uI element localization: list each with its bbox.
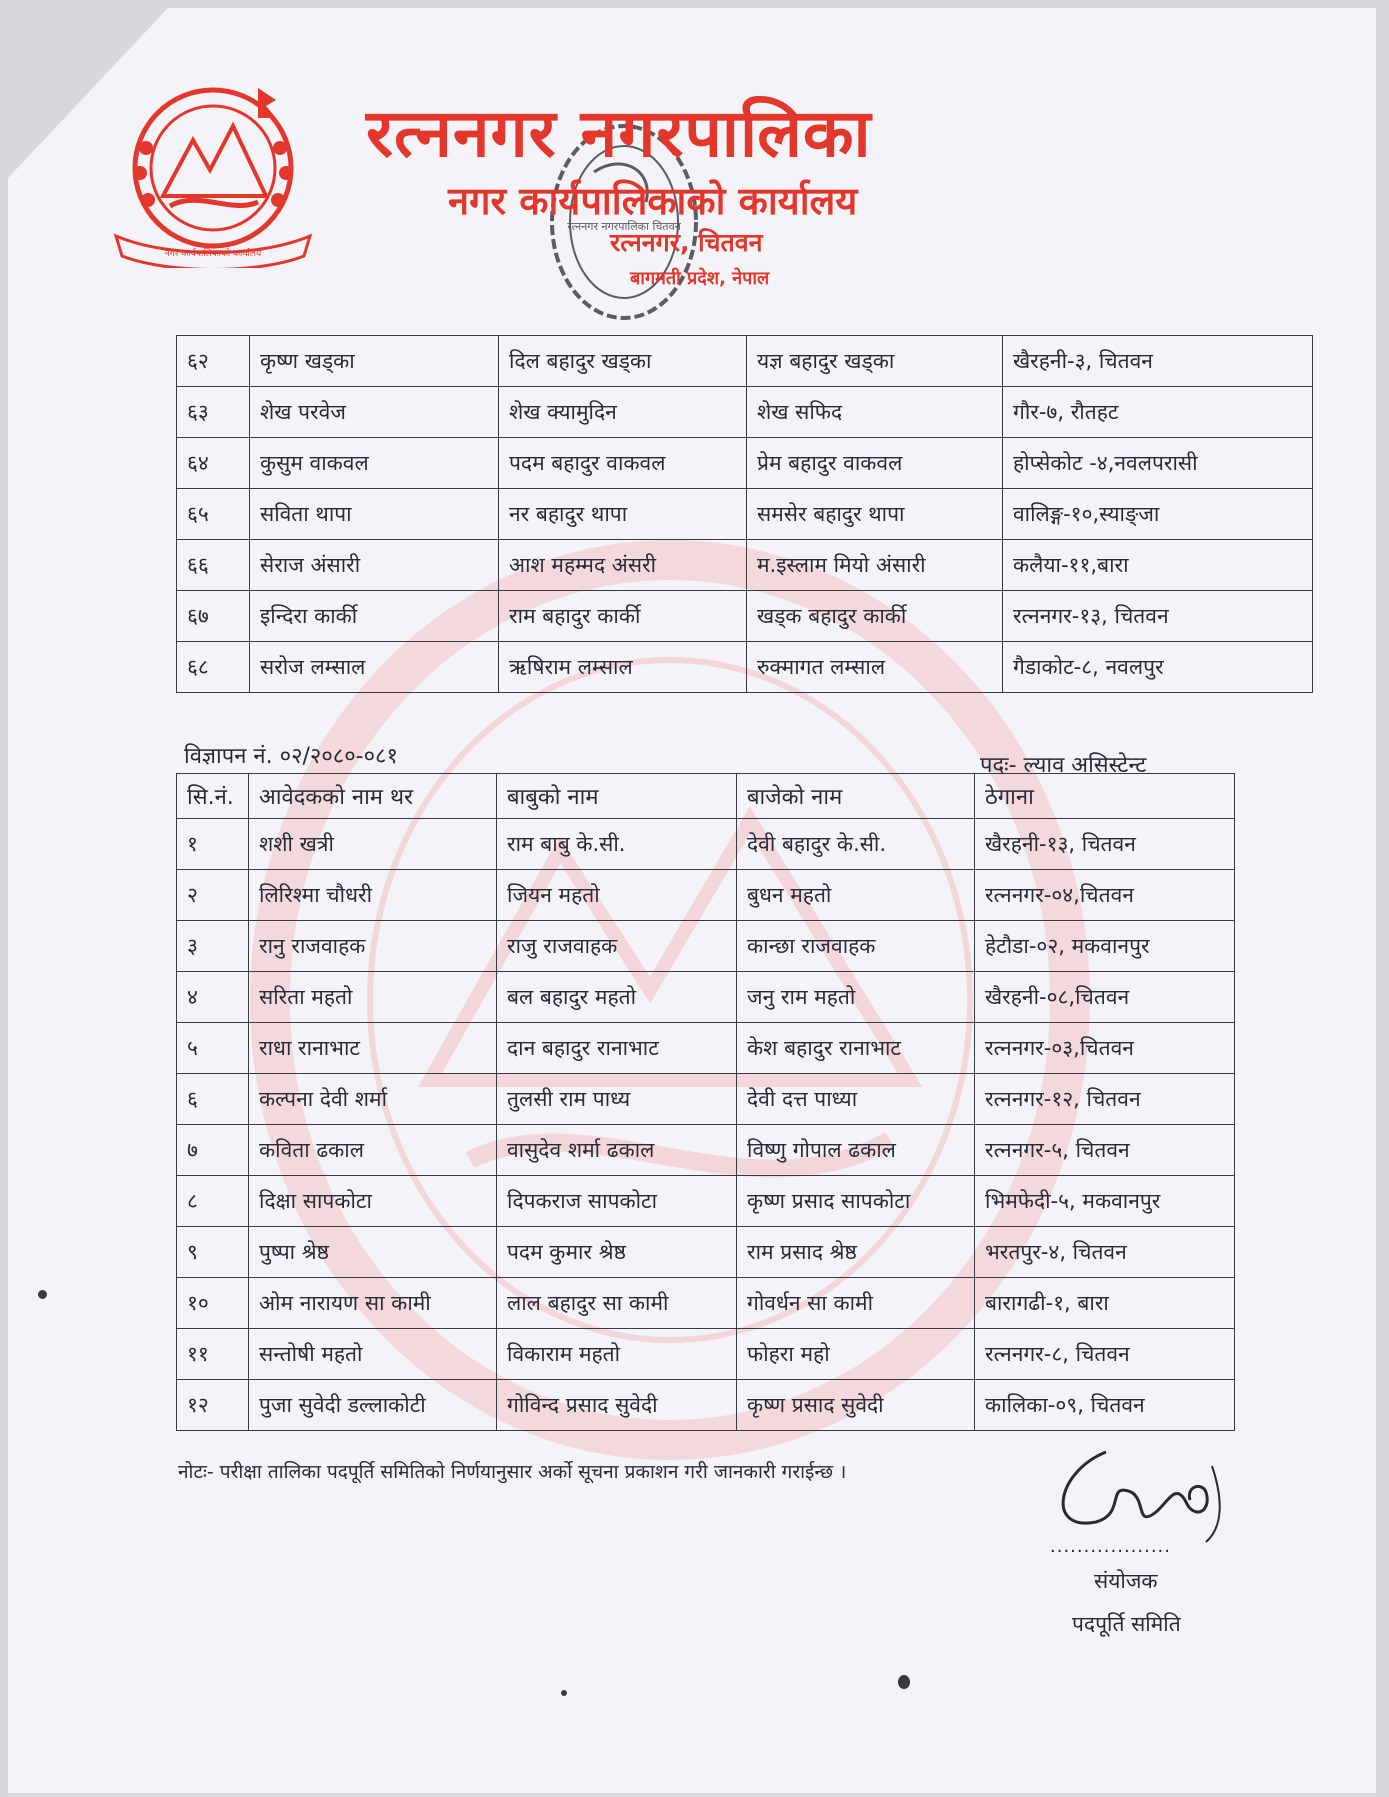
table-row bbox=[177, 642, 1313, 693]
cell-applicant: सरिता महतो bbox=[249, 972, 497, 1023]
cell-serial: ५ bbox=[177, 1023, 249, 1074]
cell-address: भिमफेदी-५, मकवानपुर bbox=[975, 1176, 1235, 1227]
candidate-table-lab-assistant bbox=[176, 773, 1235, 1431]
cell-serial: ६२ bbox=[177, 336, 250, 387]
cell-serial: ६५ bbox=[177, 489, 250, 540]
cell-grandfather: राम प्रसाद श्रेष्ठ bbox=[737, 1227, 975, 1278]
cell-serial: ७ bbox=[177, 1125, 249, 1176]
cell-serial: १ bbox=[177, 819, 249, 870]
office-province: बागमती प्रदेश, नेपाल bbox=[630, 268, 770, 289]
cell-father: राम बाबु के.सी. bbox=[497, 819, 737, 870]
header-grandfather: बाजेको नाम bbox=[737, 774, 975, 819]
table-row bbox=[177, 1329, 1235, 1380]
cell-serial: ११ bbox=[177, 1329, 249, 1380]
cell-father: जियन महतो bbox=[497, 870, 737, 921]
header-serial: सि.नं. bbox=[177, 774, 249, 819]
cell-grandfather: जनु राम महतो bbox=[737, 972, 975, 1023]
cell-grandfather: प्रेम बहादुर वाकवल bbox=[747, 438, 1003, 489]
cell-serial: ९ bbox=[177, 1227, 249, 1278]
cell-grandfather: यज्ञ बहादुर खड्का bbox=[747, 336, 1003, 387]
cell-grandfather: समसेर बहादुर थापा bbox=[747, 489, 1003, 540]
header-applicant: आवेदकको नाम थर bbox=[249, 774, 497, 819]
cell-address: होप्सेकोट -४,नवलपरासी bbox=[1003, 438, 1313, 489]
cell-address: रत्ननगर-०३,चितवन bbox=[975, 1023, 1235, 1074]
cell-father: तुलसी राम पाध्य bbox=[497, 1074, 737, 1125]
cell-father: लाल बहादुर सा कामी bbox=[497, 1278, 737, 1329]
cell-address: खैरहनी-०८,चितवन bbox=[975, 972, 1235, 1023]
table-row bbox=[177, 972, 1235, 1023]
cell-serial: ६३ bbox=[177, 387, 250, 438]
cell-applicant: शशी खत्री bbox=[249, 819, 497, 870]
cell-serial: ६६ bbox=[177, 540, 250, 591]
cell-applicant: सविता थापा bbox=[250, 489, 499, 540]
cell-father: राजु राजवाहक bbox=[497, 921, 737, 972]
cell-serial: ६४ bbox=[177, 438, 250, 489]
office-title: रत्ननगर नगरपालिका bbox=[366, 95, 872, 172]
exam-schedule-note: नोटः- परीक्षा तालिका पदपूर्ति समितिको निर्णयानुसार अर्को सूचना प्रकाशन गरी जानकारी गराईन्छ । bbox=[178, 1461, 847, 1483]
cell-grandfather: शेख सफिद bbox=[747, 387, 1003, 438]
table-row bbox=[177, 819, 1235, 870]
cell-address: गैडाकोट-८, नवलपुर bbox=[1003, 642, 1313, 693]
table-row bbox=[177, 438, 1313, 489]
table-row bbox=[177, 540, 1313, 591]
cell-applicant: दिक्षा सापकोटा bbox=[249, 1176, 497, 1227]
cell-address: भरतपुर-४, चितवन bbox=[975, 1227, 1235, 1278]
post-title: पदः- ल्याव असिस्टेन्ट bbox=[980, 753, 1147, 778]
cell-father: गोविन्द प्रसाद सुवेदी bbox=[497, 1380, 737, 1431]
cell-father: दिपकराज सापकोटा bbox=[497, 1176, 737, 1227]
cell-address: कालिका-०९, चितवन bbox=[975, 1380, 1235, 1431]
cell-address: रत्ननगर-१२, चितवन bbox=[975, 1074, 1235, 1125]
cell-father: आश महम्मद अंसरी bbox=[499, 540, 747, 591]
table-row bbox=[177, 921, 1235, 972]
cell-grandfather: देवी दत्त पाध्या bbox=[737, 1074, 975, 1125]
cell-serial: ३ bbox=[177, 921, 249, 972]
cell-applicant: कृष्ण खड्का bbox=[250, 336, 499, 387]
cell-address: बारागढी-१, बारा bbox=[975, 1278, 1235, 1329]
table-row bbox=[177, 1074, 1235, 1125]
cell-applicant: इन्दिरा कार्की bbox=[250, 591, 499, 642]
candidate-table-continued bbox=[176, 335, 1313, 693]
table-row bbox=[177, 870, 1235, 921]
cell-address: कलैया-११,बारा bbox=[1003, 540, 1313, 591]
cell-grandfather: केश बहादुर रानाभाट bbox=[737, 1023, 975, 1074]
cell-grandfather: फोहरा महो bbox=[737, 1329, 975, 1380]
table-row bbox=[177, 336, 1313, 387]
table-row bbox=[177, 1380, 1235, 1431]
cell-serial: ६७ bbox=[177, 591, 250, 642]
cell-grandfather: देवी बहादुर के.सी. bbox=[737, 819, 975, 870]
cell-applicant: सेराज अंसारी bbox=[250, 540, 499, 591]
municipality-emblem bbox=[108, 78, 318, 268]
cell-address: वालिङ्ग-१०,स्याङ्जा bbox=[1003, 489, 1313, 540]
table-row bbox=[177, 387, 1313, 438]
cell-father: वासुदेव शर्मा ढकाल bbox=[497, 1125, 737, 1176]
cell-father: विकाराम महतो bbox=[497, 1329, 737, 1380]
cell-address: खैरहनी-१३, चितवन bbox=[975, 819, 1235, 870]
cell-address: रत्ननगर-५, चितवन bbox=[975, 1125, 1235, 1176]
cell-address: रत्ननगर-८, चितवन bbox=[975, 1329, 1235, 1380]
cell-grandfather: विष्णु गोपाल ढकाल bbox=[737, 1125, 975, 1176]
header-address: ठेगाना bbox=[975, 774, 1235, 819]
cell-father: नर बहादुर थापा bbox=[499, 489, 747, 540]
table-row bbox=[177, 1023, 1235, 1074]
signature-line: .................. bbox=[1050, 1536, 1171, 1557]
coordinator-title: संयोजक bbox=[1094, 1569, 1158, 1593]
cell-father: दान बहादुर रानाभाट bbox=[497, 1023, 737, 1074]
cell-address: रत्ननगर-०४,चितवन bbox=[975, 870, 1235, 921]
cell-serial: ८ bbox=[177, 1176, 249, 1227]
cell-grandfather: बुधन महतो bbox=[737, 870, 975, 921]
cell-applicant: पुजा सुवेदी डल्लाकोटी bbox=[249, 1380, 497, 1431]
cell-father: पदम कुमार श्रेष्ठ bbox=[497, 1227, 737, 1278]
cell-grandfather: म.इस्लाम मियो अंसारी bbox=[747, 540, 1003, 591]
emblem-text: नगर कार्यपालिकाको कार्यालय bbox=[164, 249, 262, 259]
cell-grandfather: कृष्ण प्रसाद सापकोटा bbox=[737, 1176, 975, 1227]
cell-grandfather: खड्क बहादुर कार्की bbox=[747, 591, 1003, 642]
cell-father: दिल बहादुर खड्का bbox=[499, 336, 747, 387]
cell-father: शेख क्यामुदिन bbox=[499, 387, 747, 438]
table-row bbox=[177, 489, 1313, 540]
cell-father: ऋषिराम लम्साल bbox=[499, 642, 747, 693]
cell-applicant: सरोज लम्साल bbox=[250, 642, 499, 693]
cell-address: रत्ननगर-१३, चितवन bbox=[1003, 591, 1313, 642]
cell-applicant: कुसुम वाकवल bbox=[250, 438, 499, 489]
cell-applicant: कविता ढकाल bbox=[249, 1125, 497, 1176]
table-row bbox=[177, 1176, 1235, 1227]
table-row bbox=[177, 591, 1313, 642]
cell-applicant: राधा रानाभाट bbox=[249, 1023, 497, 1074]
committee-name: पदपूर्ति समिति bbox=[1072, 1612, 1181, 1636]
table-row bbox=[177, 1227, 1235, 1278]
office-location: रत्ननगर, चितवन bbox=[610, 228, 763, 257]
advertisement-number: विज्ञापन नं. ०२/२०८०-०८१ bbox=[184, 744, 398, 769]
cell-grandfather: गोवर्धन सा कामी bbox=[737, 1278, 975, 1329]
cell-serial: २ bbox=[177, 870, 249, 921]
cell-father: राम बहादुर कार्की bbox=[499, 591, 747, 642]
cell-applicant: शेख परवेज bbox=[250, 387, 499, 438]
cell-applicant: पुष्पा श्रेष्ठ bbox=[249, 1227, 497, 1278]
cell-serial: ४ bbox=[177, 972, 249, 1023]
cell-serial: ६८ bbox=[177, 642, 250, 693]
table-row bbox=[177, 1278, 1235, 1329]
scan-speck bbox=[898, 1675, 910, 1689]
cell-serial: ६ bbox=[177, 1074, 249, 1125]
cell-applicant: सन्तोषी महतो bbox=[249, 1329, 497, 1380]
cell-grandfather: कान्छा राजवाहक bbox=[737, 921, 975, 972]
cell-address: हेटौडा-०२, मकवानपुर bbox=[975, 921, 1235, 972]
table-row bbox=[177, 1125, 1235, 1176]
header-father: बाबुको नाम bbox=[497, 774, 737, 819]
cell-grandfather: रुक्मागत लम्साल bbox=[747, 642, 1003, 693]
cell-applicant: ओम नारायण सा कामी bbox=[249, 1278, 497, 1329]
cell-grandfather: कृष्ण प्रसाद सुवेदी bbox=[737, 1380, 975, 1431]
table-header-row bbox=[177, 774, 1235, 819]
cell-applicant: लिरिश्मा चौधरी bbox=[249, 870, 497, 921]
scan-speck bbox=[38, 1290, 47, 1299]
scan-speck bbox=[561, 1690, 567, 1696]
cell-address: गौर-७, रौतहट bbox=[1003, 387, 1313, 438]
office-subtitle: नगर कार्यपालिकाको कार्यालय bbox=[448, 179, 858, 223]
cell-father: बल बहादुर महतो bbox=[497, 972, 737, 1023]
cell-address: खैरहनी-३, चितवन bbox=[1003, 336, 1313, 387]
cell-applicant: कल्पना देवी शर्मा bbox=[249, 1074, 497, 1125]
cell-father: पदम बहादुर वाकवल bbox=[499, 438, 747, 489]
cell-serial: १२ bbox=[177, 1380, 249, 1431]
cell-serial: १० bbox=[177, 1278, 249, 1329]
cell-applicant: रानु राजवाहक bbox=[249, 921, 497, 972]
stamp-text: रत्ननगर नगरपालिका चितवन bbox=[567, 220, 681, 233]
